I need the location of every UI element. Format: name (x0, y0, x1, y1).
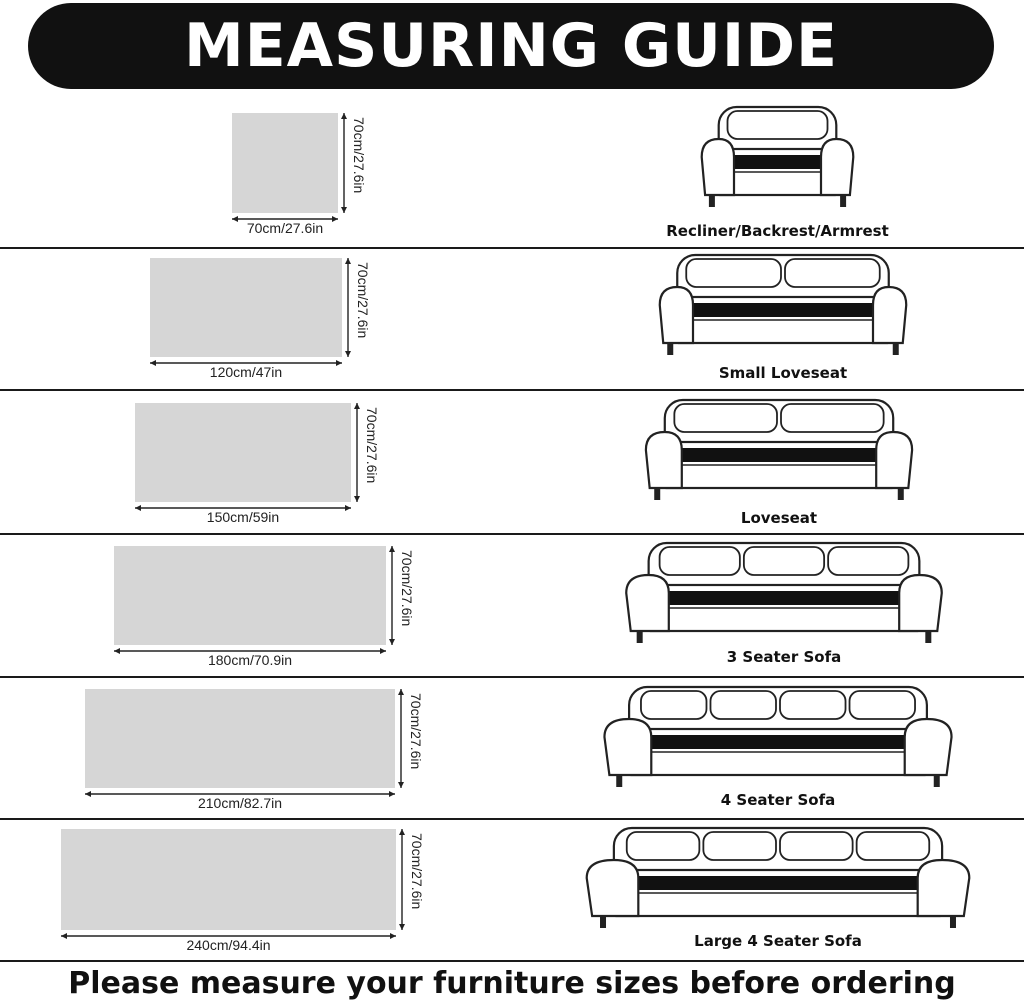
row-divider (0, 247, 1024, 249)
height-label: 70cm/27.6in (355, 262, 371, 339)
width-label: 70cm/27.6in (246, 220, 324, 236)
sofa-type-label: 3 Seater Sofa (726, 648, 842, 666)
width-label: 240cm/94.4in (186, 937, 271, 953)
sofa-type-label: 4 Seater Sofa (720, 791, 836, 809)
row-divider (0, 818, 1024, 820)
height-label: 70cm/27.6in (351, 117, 367, 194)
sofa-illustration (584, 826, 972, 936)
page-title: MEASURING GUIDE (183, 11, 839, 81)
row-divider (0, 389, 1024, 391)
height-label: 70cm/27.6in (408, 693, 424, 770)
width-label: 120cm/47in (209, 364, 283, 380)
sofa-type-label: Large 4 Seater Sofa (694, 932, 862, 950)
row-divider (0, 676, 1024, 678)
height-label: 70cm/27.6in (399, 550, 415, 627)
footer-note: Please measure your furniture sizes before ordering (68, 966, 956, 1001)
height-label: 70cm/27.6in (409, 833, 425, 910)
sofa-type-label: Recliner/Backrest/Armrest (666, 222, 889, 240)
row-divider (0, 533, 1024, 535)
width-label: 180cm/70.9in (207, 652, 293, 668)
width-label: 150cm/59in (206, 509, 280, 525)
row-divider (0, 960, 1024, 962)
sofa-type-label: Small Loveseat (718, 364, 848, 382)
sofa-type-label: Loveseat (740, 509, 818, 527)
width-label: 210cm/82.7in (197, 795, 283, 811)
height-label: 70cm/27.6in (364, 407, 380, 484)
